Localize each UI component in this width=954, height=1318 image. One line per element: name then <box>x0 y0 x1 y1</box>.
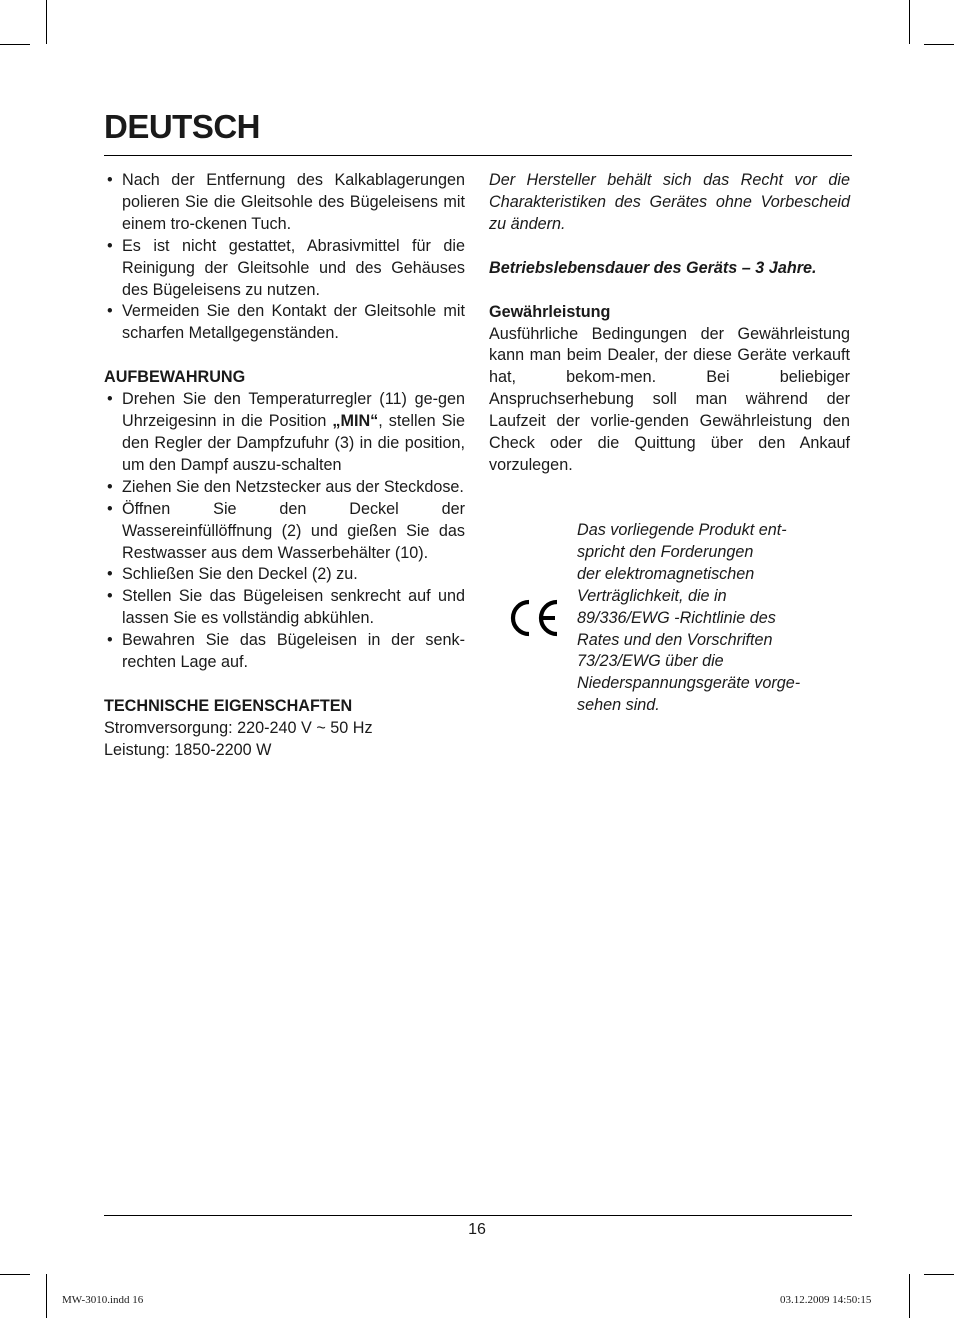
crop-mark <box>46 0 47 44</box>
crop-mark <box>909 1274 910 1318</box>
warranty-heading: Gewährleistung <box>489 302 611 321</box>
bullet: • <box>107 631 113 650</box>
crop-mark <box>924 1274 954 1275</box>
ce-statement: Das vorliegende Produkt ent- spricht den Forderungen der elektromagnetischen Verträglichkeit, die in 89/336/EWG -Richtlinie des Rates und den Vorschriften 73/23/EWG über die Niederspannungsgeräte vorge- sehen sind. <box>577 521 801 715</box>
bullet: • <box>107 587 113 606</box>
list-item: • Schließen Sie den Deckel (2) zu. <box>104 564 465 586</box>
right-column <box>489 170 850 477</box>
lifetime-note: Betriebslebensdauer des Geräts – 3 Jahre. <box>489 258 817 277</box>
min-position-label: „MIN“ <box>332 412 379 431</box>
bullet: • <box>107 302 113 321</box>
power-spec: Leistung: 1850-2200 W <box>104 740 272 759</box>
list-item: • Drehen Sie den Temperaturregler (11) ge-gen Uhrzeigesinn in die Position „MIN“, stellen Sie den Regler der Dampfzufuhr (3) in die position, um den Dampf auszu-schalten <box>107 390 465 474</box>
crop-mark <box>909 0 910 44</box>
page-number: 16 <box>468 1221 486 1238</box>
list-item: • Ziehen Sie den Netzstecker aus der Steckdose. <box>104 477 465 499</box>
ce-mark-icon <box>505 596 563 640</box>
page-title: DEUTSCH <box>104 108 261 145</box>
crop-mark <box>0 1274 30 1275</box>
list-item: • Vermeiden Sie den Kontakt der Gleitsohle mit scharfen Metallgegenständen. <box>107 302 465 343</box>
manufacturer-note: Der Hersteller behält sich das Recht vor die Charakteristiken des Gerätes ohne Vorbescheid zu ändern. <box>489 171 850 233</box>
bullet: • <box>107 390 113 409</box>
storage-heading: AUFBEWAHRUNG <box>104 368 246 387</box>
slug-timestamp: 03.12.2009 14:50:15 <box>780 1294 872 1306</box>
bullet: • <box>107 236 113 255</box>
intro-list <box>104 170 465 345</box>
bullet: • <box>107 477 113 496</box>
list-item: • Stellen Sie das Bügeleisen senkrecht auf und lassen Sie es vollständig abkühlen. <box>107 587 465 628</box>
power-supply-spec: Stromversorgung: 220-240 V ~ 50 Hz <box>104 718 373 737</box>
crop-mark <box>924 44 954 45</box>
list-item: • Öffnen Sie den Deckel der Wassereinfüllöffnung (2) und gießen Sie das Restwasser aus dem Wasserbehälter (10). <box>107 499 465 562</box>
footer-rule <box>104 1215 852 1216</box>
header-rule <box>104 155 852 156</box>
list-item: • Nach der Entfernung des Kalkablagerungen polieren Sie die Gleitsohle des Bügeleisens mit einem tro-ckenen Tuch. <box>107 171 465 233</box>
warranty-text: Ausführliche Bedingungen der Gewährleistung kann man beim Dealer, der diese Geräte verkauft hat, bekom-men. Bei beliebiger Anspruchserhebung soll man während der Laufzeit der vorlie-genden Gewährleistung den Check oder die Quittung über den Ankauf vorzulegen. <box>489 324 850 474</box>
bullet: • <box>107 171 113 189</box>
left-column <box>104 170 465 762</box>
bullet: • <box>107 565 113 584</box>
storage-list <box>104 389 465 674</box>
specs-heading: TECHNISCHE EIGENSCHAFTEN <box>104 696 353 715</box>
list-item: • Bewahren Sie das Bügeleisen in der senk-rechten Lage auf. <box>107 631 465 672</box>
crop-mark <box>46 1274 47 1318</box>
list-item: • Es ist nicht gestattet, Abrasivmittel für die Reinigung der Gleitsohle und des Gehäuses des Bügeleisens zu nutzen. <box>107 236 465 299</box>
slug-filename: MW-3010.indd 16 <box>62 1294 144 1306</box>
crop-mark <box>0 44 30 45</box>
bullet: • <box>107 499 113 518</box>
